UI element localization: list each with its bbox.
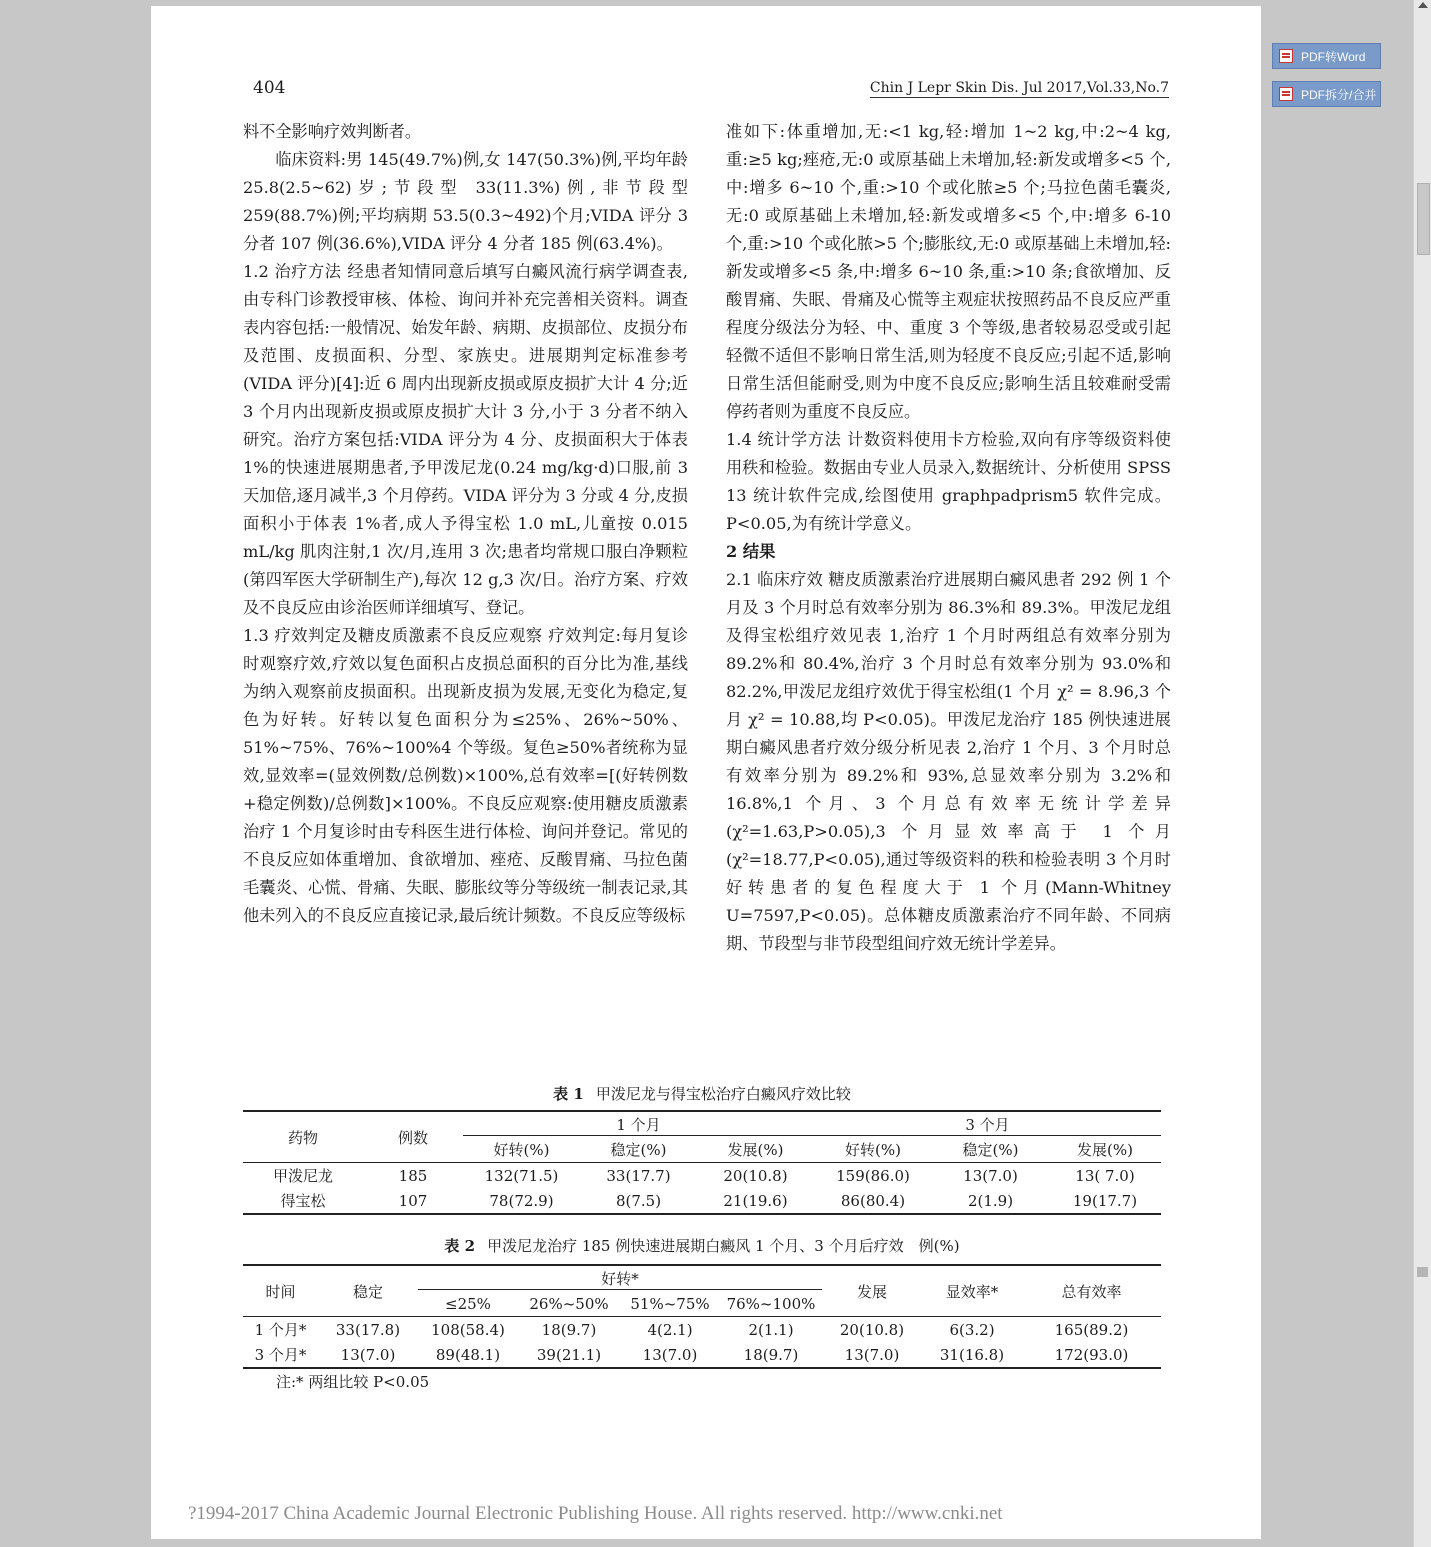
right-text-column — [726, 118, 1171, 958]
table-cell: 13(7.0) — [963, 1166, 1018, 1185]
table-cell: 107 — [363, 1188, 463, 1214]
paragraph: 2.1 临床疗效 糖皮质激素治疗进展期白癜风患者 292 例 1 个月及 3 个月时总有效率分别为 86.3%和 89.3%。甲泼尼龙组及得宝松组疗效见表 1,治疗 1 个月时两组总有效率分别为 89.2%和 80.4%,治疗 3 个月时总有效率分别为 93.0%和 82.2%,甲泼尼龙组疗效优于得宝松组(1 个月 χ² = 8.96,3 个月 χ² = 10.88,均 P<0.05)。甲泼尼龙治疗 185 例快速进展期白癜风患者疗效分级分析见表 2,治疗 1 个月、3 个月时总有效率分别为 89.2%和 93%,总显效率分别为 3.2%和 16.8%,1 个月、3 个月总有效率无统计学差异(χ²=1.63,P>0.05),3 个月显效率高于 1 个月(χ²=18.77,P<0.05),通过等级资料的秩和检验表明 3 个月时好转患者的复色程度大于 1 个月(Mann-Whitney U=7597,P<0.05)。总体糖皮质激素治疗不同年龄、不同病期、节段型与非节段型组间疗效无统计学差异。 — [726, 570, 1171, 953]
table2-header-total: 总有效率 — [1022, 1265, 1161, 1317]
left-text-column — [243, 118, 688, 930]
table-cell: 89(48.1) — [418, 1342, 518, 1368]
table1-subheader: 好转(%) — [463, 1137, 580, 1163]
table2-subheader: ≤25% — [418, 1291, 518, 1317]
scrollbar-marker — [1417, 1267, 1428, 1277]
table1-header-n: 例数 — [363, 1111, 463, 1163]
table-cell: 78(72.9) — [463, 1188, 580, 1214]
journal-header: Chin J Lepr Skin Dis. Jul 2017,Vol.33,No.7 — [869, 80, 1169, 96]
paragraph: 临床资料:男 145(49.7%)例,女 147(50.3%)例,平均年龄 25.8(2.5~62)岁;节段型 33(11.3%)例,非节段型 259(88.7%)例;平均病期 53.5(0.3~492)个月;VIDA 评分 3 分者 107 例(36.6%),VIDA 评分 4 分者 185 例(63.4%)。 — [243, 150, 688, 253]
table-cell: 20(10.8) — [723, 1166, 788, 1185]
table-row — [243, 1317, 1161, 1343]
table2-note: 注:* 两组比较 P<0.05 — [276, 1373, 430, 1391]
table2-title: 甲泼尼龙治疗 185 例快速进展期白癜风 1 个月、3 个月后疗效 例(%) — [487, 1237, 960, 1255]
table1-subheader: 稳定(%) — [932, 1137, 1049, 1163]
table2-header-marked: 显效率* — [922, 1265, 1022, 1317]
table-row — [243, 1163, 1161, 1189]
paragraph: 1.3 疗效判定及糖皮质激素不良反应观察 疗效判定:每月复诊时观察疗效,疗效以复色面积占皮损总面积的百分比为准,基线为纳入观察前皮损面积。出现新皮损为发展,无变化为稳定,复色为好转。好转以复色面积分为≤25%、26%~50%、51%~75%、76%~100%4 个等级。复色≥50%者统称为显效,显效率=(显效例数/总例数)×100%,总有效率=[(好转例数+稳定例数)/总例数]×100%。不良反应观察:使用糖皮质激素治疗 1 个月复诊时由专科医生进行体检、询问并登记。常见的不良反应如体重增加、食欲增加、痤疮、反酸胃痛、马拉色菌毛囊炎、心慌、骨痛、失眠、膨胀纹等分等级统一制表记录,其他未列入的不良反应直接记录,最后统计频数。不良反应等级标 — [243, 626, 688, 925]
table-cell: 33(17.7) — [606, 1166, 671, 1185]
table-cell: 31(16.8) — [922, 1342, 1022, 1368]
table-cell: 13(7.0) — [822, 1342, 922, 1368]
table-cell: 13(7.0) — [318, 1342, 418, 1368]
pdf-to-word-label: PDF转Word — [1301, 49, 1366, 64]
table-cell: 185 — [398, 1166, 428, 1185]
table-cell: 4(2.1) — [647, 1320, 693, 1339]
table2-subheader: 76%~100% — [720, 1291, 822, 1317]
table-cell: 2(1.1) — [748, 1320, 794, 1339]
table-cell: 19(17.7) — [1049, 1188, 1161, 1214]
section-heading: 2 结果 — [726, 542, 776, 561]
paragraph: 1.2 治疗方法 经患者知情同意后填写白癜风流行病学调查表,由专科门诊教授审核、体检、询问并补充完善相关资料。调查表内容包括:一般情况、始发年龄、病期、皮损部位、皮损分布及范围、皮损面积、分型、家族史。进展期判定标准参考(VIDA 评分)[4]:近 6 周内出现新皮损或原皮损扩大计 4 分;近 3 个月内出现新皮损或原皮损扩大计 3 分,小于 3 分者不纳入研究。治疗方案包括:VIDA 评分为 4 分、皮损面积大于体表 1%的快速进展期患者,予甲泼尼龙(0.24 mg/kg·d)口服,前 3 天加倍,逐月减半,3 个月停药。VIDA 评分为 3 分或 4 分,皮损面积小于体表 1%者,成人予得宝松 1.0 mL,儿童按 0.015 mL/kg 肌肉注射,1 次/月,连用 3 次;患者均常规口服白净颗粒(第四军医大学研制生产),每次 12 g,3 次/日。治疗方案、疗效及不良反应由诊治医师详细填写、登记。 — [243, 262, 688, 617]
table2-label: 表 2 — [444, 1237, 476, 1255]
table1 — [243, 1110, 1161, 1215]
table-cell: 132(71.5) — [484, 1166, 559, 1185]
table1-group-1month: 1 个月 — [463, 1114, 814, 1136]
table2-subheader: 26%~50% — [518, 1291, 620, 1317]
scrollbar-thumb[interactable] — [1417, 183, 1430, 255]
pdf-icon — [1279, 49, 1293, 63]
document-page — [151, 6, 1261, 1539]
table-cell: 得宝松 — [243, 1188, 363, 1214]
table-cell: 13(7.0) — [620, 1342, 720, 1368]
table-cell: 1 个月* — [254, 1321, 307, 1339]
table1-caption — [243, 1083, 1161, 1104]
table-cell: 18(9.7) — [720, 1342, 822, 1368]
table-cell: 86(80.4) — [814, 1188, 932, 1214]
table-cell: 甲泼尼龙 — [272, 1167, 333, 1185]
table1-title: 甲泼尼龙与得宝松治疗白癜风疗效比较 — [595, 1085, 851, 1103]
table-cell: 8(7.5) — [580, 1188, 697, 1214]
paragraph: 料不全影响疗效判断者。 — [243, 122, 422, 141]
paragraph: 1.4 统计学方法 计数资料使用卡方检验,双向有序等级资料使用秩和检验。数据由专业人员录入,数据统计、分析使用 SPSS 13 统计软件完成,绘图使用 graphpadprism5 软件完成。P<0.05,为有统计学意义。 — [726, 430, 1171, 533]
table-cell: 18(9.7) — [541, 1320, 597, 1339]
table-cell: 6(3.2) — [949, 1320, 995, 1339]
table2 — [243, 1264, 1161, 1369]
copyright-footer: ?1994-2017 China Academic Journal Electronic Publishing House. All rights reserved. http://www.cnki.net — [188, 1503, 1003, 1524]
table-cell: 20(10.8) — [839, 1320, 905, 1339]
table-cell: 33(17.8) — [335, 1320, 401, 1339]
scroll-up-arrow-icon[interactable] — [1418, 2, 1428, 8]
table-cell: 3 个月* — [243, 1342, 318, 1368]
table-cell: 13( 7.0) — [1075, 1166, 1135, 1185]
table-cell: 2(1.9) — [932, 1188, 1049, 1214]
table1-subheader: 稳定(%) — [580, 1137, 697, 1163]
table-cell: 21(19.6) — [697, 1188, 814, 1214]
table-row — [243, 1342, 1161, 1368]
table-cell: 108(58.4) — [431, 1320, 505, 1339]
pdf-split-merge-button[interactable] — [1272, 81, 1381, 107]
paragraph: 准如下:体重增加,无:<1 kg,轻:增加 1~2 kg,中:2~4 kg,重:≥5 kg;痤疮,无:0 或原基础上未增加,轻:新发或增多<5 个,中:增多 6~10 个,重:>10 个或化脓≥5 个;马拉色菌毛囊炎,无:0 或原基础上未增加,轻:新发或增多<5 个,中:增多 6-10 个,重:>10 个或化脓>5 个;膨胀纹,无:0 或原基础上未增加,轻:新发或增多<5 条,中:增多 6~10 条,重:>10 条;食欲增加、反酸胃痛、失眠、骨痛及心慌等主观症状按照药品不良反应严重程度分级法分为轻、中、重度 3 个等级,患者较易忍受或引起轻微不适但不影响日常生活,则为轻度不良反应;引起不适,影响日常生活但能耐受,则为中度不良反应;影响生活且较难耐受需停药者则为重度不良反应。 — [726, 122, 1171, 421]
table2-header-time: 时间 — [243, 1265, 318, 1317]
table-row — [243, 1188, 1161, 1214]
pdf-icon — [1279, 87, 1293, 101]
table-cell: 159(86.0) — [836, 1166, 910, 1185]
table2-subheader: 51%~75% — [620, 1291, 720, 1317]
table-cell: 39(21.1) — [518, 1342, 620, 1368]
table-cell: 172(93.0) — [1022, 1342, 1161, 1368]
table1-subheader: 发展(%) — [697, 1137, 814, 1163]
table2-header-stable: 稳定 — [318, 1265, 418, 1317]
table1-group-3month: 3 个月 — [814, 1114, 1161, 1136]
table2-header-improve: 好转* — [418, 1268, 822, 1290]
table2-caption — [243, 1235, 1161, 1256]
table1-label: 表 1 — [553, 1085, 584, 1103]
pdf-split-merge-label: PDF拆分/合并 — [1301, 87, 1377, 102]
table1-header-drug: 药物 — [243, 1111, 363, 1163]
table1-subheader: 发展(%) — [1049, 1137, 1161, 1163]
table2-header-develop: 发展 — [822, 1265, 922, 1317]
vertical-scrollbar[interactable] — [1413, 0, 1431, 1547]
page-number: 404 — [253, 78, 286, 98]
table1-subheader: 好转(%) — [814, 1137, 932, 1163]
pdf-to-word-button[interactable] — [1272, 43, 1381, 69]
table-cell: 165(89.2) — [1054, 1320, 1129, 1339]
